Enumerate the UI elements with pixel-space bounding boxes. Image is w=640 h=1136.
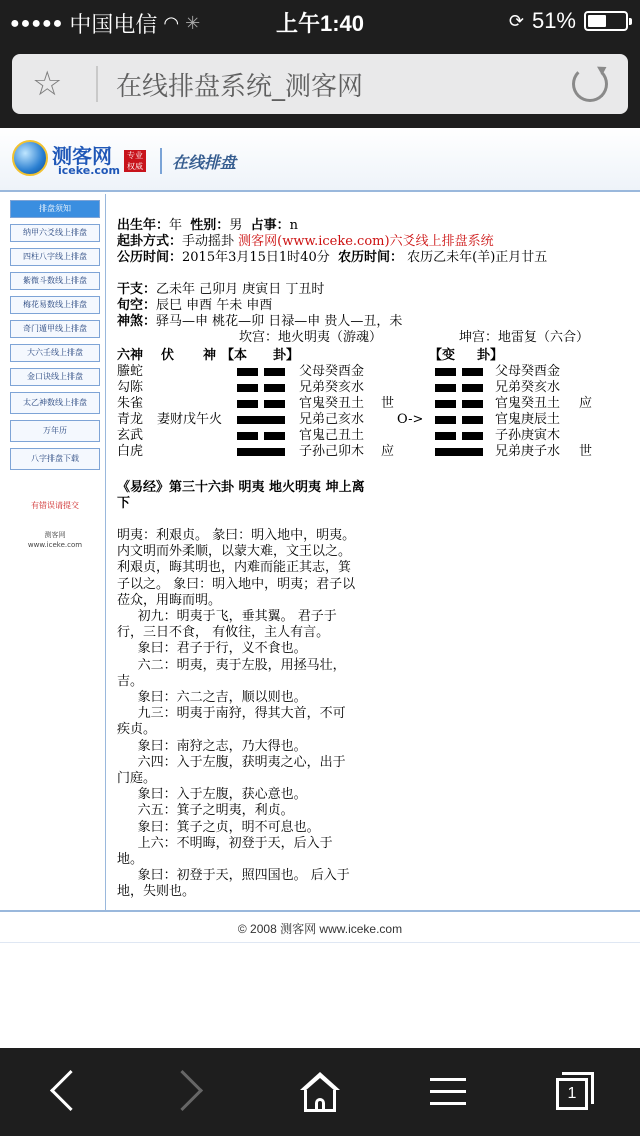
status-time: 上午1:40 — [275, 11, 365, 36]
xunkong-label: 旬空： — [117, 298, 157, 313]
sidebar-item-download[interactable]: 八字排盘下载 — [10, 448, 100, 470]
signal-strength-icon: ●●●●● — [10, 14, 64, 32]
web-page — [0, 128, 640, 1048]
line-ben-label: 子孙己卯木 — [299, 444, 365, 459]
birth-value: 年 — [169, 218, 183, 233]
method-row — [117, 234, 494, 250]
line-ben-label: 官鬼癸丑土 — [299, 396, 365, 411]
tab-count: 1 — [556, 1078, 588, 1110]
col-liushen: 六神 — [117, 348, 144, 363]
sidebar-item-bazi[interactable]: 四柱八字线上排盘 — [10, 248, 100, 266]
line-bian-label: 父母癸酉金 — [495, 364, 561, 379]
xunkong-value: 辰巳 申酉 午未 申酉 — [156, 298, 273, 313]
birth-row — [117, 218, 298, 234]
ben-yao-line — [237, 400, 285, 408]
xunkong-row — [117, 298, 272, 314]
method-value: 手动摇卦 — [182, 234, 235, 249]
line-god: 螣蛇 — [117, 364, 144, 379]
sidebar-item-meihua[interactable]: 梅花易数线上排盘 — [10, 296, 100, 314]
battery-percent: 51% — [531, 8, 576, 33]
line-ben-label: 兄弟己亥水 — [299, 412, 365, 427]
footer-divider — [0, 910, 640, 912]
page-title[interactable]: 在线排盘系统_测客网 — [116, 72, 364, 102]
ben-yao-line — [237, 368, 285, 376]
header-title: 在线排盘 — [172, 153, 237, 172]
sidebar-item-liuren[interactable]: 大六壬线上排盘 — [10, 344, 100, 362]
ganzhi-label: 干支： — [117, 282, 157, 297]
footer-divider-bottom — [0, 942, 640, 943]
line-bian-shi: 世 — [579, 444, 593, 459]
lunar-value: 农历乙未年(羊)正月廿五 — [407, 250, 548, 265]
ben-yao-line — [237, 416, 285, 424]
matter-value: n — [289, 218, 298, 233]
bian-yao-line — [435, 384, 483, 392]
bian-yao-line — [435, 368, 483, 376]
tabs-icon[interactable] — [552, 1070, 600, 1114]
url-divider — [96, 66, 98, 102]
status-right — [509, 8, 628, 34]
bian-yao-line — [435, 416, 483, 424]
ben-yao-line — [237, 448, 285, 456]
col-fu: 伏 — [161, 348, 175, 363]
back-arrow-icon[interactable] — [40, 1070, 88, 1114]
col-gua: 卦】 — [273, 348, 300, 363]
sidebar-item-taiyi[interactable]: 太乙神数线上排盘 — [10, 392, 100, 414]
yijing-text: 明夷：利艰贞。 彖曰：明入地中，明夷。 内文明而外柔顺，以蒙大难，文王以之。 利艰贞，晦其明也，内难而能正其志，箕子以之。 象曰：明入地中，明夷；君子以莅众，用晦而明。 初九：明夷于飞，垂其翼。 君子于行，三日不食， 有攸往，主人有言。 象曰：君子于行，义不食也。 六二：明夷，夷于左股，用拯马壮，吉。 象曰：六二之吉，顺以则也。 九三：明夷于南狩，得其大首，不可疾贞。 象曰：南狩之志，乃大得也。 六四：入于左腹，获明夷之心，出于门庭。 象曰：入于左腹，获心意也。 六五：箕子之明夷，利贞。 象曰：箕子之贞，明不可息也。 上六：不明晦，初登于天，后入于地。 象曰：初登于天，照四国也。 后入于地，失则也。 — [117, 528, 356, 900]
yijing-heading: 《易经》第三十六卦 明夷 地火明夷 坤上离下 — [117, 480, 365, 511]
line-god: 勾陈 — [117, 380, 144, 395]
shensha-value: 驿马—申 桃花—卯 日禄—申 贵人—丑，未 — [156, 314, 403, 329]
solar-label: 公历时间： — [117, 250, 183, 265]
line-god: 白虎 — [117, 444, 144, 459]
reload-icon[interactable] — [572, 66, 608, 102]
col-gua2: 卦】 — [477, 348, 504, 363]
gender-label: 性别： — [190, 218, 230, 233]
site-link[interactable]: 测客网(www.iceke.com) — [238, 234, 390, 249]
browser-toolbar — [0, 1048, 640, 1136]
sidebar — [6, 194, 106, 910]
line-bian-label: 兄弟庚子水 — [495, 444, 561, 459]
line-god: 玄武 — [117, 428, 144, 443]
browser-url-bar — [0, 40, 640, 128]
line-bian-shi: 应 — [579, 396, 593, 411]
shensha-row — [117, 314, 402, 330]
line-god: 朱雀 — [117, 396, 144, 411]
ganzhi-value: 乙未年 己卯月 庚寅日 丁丑时 — [156, 282, 325, 297]
sidebar-item-qimen[interactable]: 奇门遁甲线上排盘 — [10, 320, 100, 338]
line-bian-label: 兄弟癸亥水 — [495, 380, 561, 395]
battery-fill — [588, 15, 606, 27]
footer-copyright: © 2008 测客网 www.iceke.com — [237, 922, 403, 936]
time-row — [117, 250, 547, 266]
method-label: 起卦方式： — [117, 234, 183, 249]
gender-value: 男 — [229, 218, 243, 233]
wifi-icon: ◠ — [163, 13, 180, 33]
solar-value: 2015年3月15日1时40分 — [182, 250, 330, 265]
address-field[interactable] — [12, 54, 628, 114]
col-ben: 【本 — [221, 348, 248, 363]
logo-domain[interactable]: iceke.com — [58, 164, 120, 177]
status-bar — [0, 0, 640, 40]
lunar-label: 农历时间： — [338, 250, 404, 265]
birth-label: 出生年： — [117, 218, 170, 233]
line-ben-label: 父母癸酉金 — [299, 364, 365, 379]
line-ben-label: 兄弟癸亥水 — [299, 380, 365, 395]
matter-label: 占事： — [250, 218, 290, 233]
bian-yao-line — [435, 400, 483, 408]
sidebar-item-ziwei[interactable]: 紫微斗数线上排盘 — [10, 272, 100, 290]
sidebar-item-notice[interactable]: 排盘须知 — [10, 200, 100, 218]
line-fushen: 妻财戊午火 — [157, 412, 223, 427]
bookmark-star-icon[interactable]: ☆ — [32, 64, 63, 104]
col-shen: 神 — [203, 348, 217, 363]
sidebar-site-url: www.iceke.com — [27, 541, 83, 549]
bian-yao-line — [435, 432, 483, 440]
line-ben-shi: 世 — [381, 396, 395, 411]
header-divider — [160, 148, 162, 174]
line-ben-shi: 应 — [381, 444, 395, 459]
activity-spinner-icon: ✳ — [185, 13, 201, 33]
globe-logo-icon[interactable] — [12, 140, 48, 176]
line-moving-mark: O-> — [397, 412, 424, 427]
shensha-label: 神煞： — [117, 314, 157, 329]
line-bian-label: 官鬼庚辰土 — [495, 412, 561, 427]
home-icon[interactable] — [296, 1070, 344, 1114]
bian-yao-line — [435, 448, 483, 456]
ganzhi-row — [117, 282, 324, 298]
line-bian-label: 子孙庚寅木 — [495, 428, 561, 443]
seal-badge: 专业 权威 — [124, 150, 146, 172]
rotation-lock-icon: ⟳ — [508, 10, 524, 31]
sidebar-site-name: 测客网 — [44, 531, 66, 539]
site-suffix: 六爻线上排盘系统 — [389, 234, 494, 249]
forward-arrow-icon[interactable] — [164, 1070, 212, 1114]
ben-yao-line — [237, 432, 285, 440]
battery-icon — [584, 11, 628, 31]
sidebar-item-calendar[interactable]: 万年历 — [10, 420, 100, 442]
report-error-link[interactable]: 有错误请提交 — [31, 501, 79, 510]
sidebar-item-najia[interactable]: 纳甲六爻线上排盘 — [10, 224, 100, 242]
carrier-name: 中国电信 — [69, 12, 158, 37]
ben-yao-line — [237, 384, 285, 392]
line-god: 青龙 — [117, 412, 144, 427]
col-bian: 【变 — [429, 348, 456, 363]
changed-gua-title: 坤宫：地雷复（六合） — [459, 330, 590, 345]
line-ben-label: 官鬼己丑土 — [299, 428, 365, 443]
line-bian-label: 官鬼癸丑土 — [495, 396, 561, 411]
logo-text[interactable]: 测客网 — [52, 146, 112, 168]
base-gua-title: 坎宫：地火明夷（游魂） — [239, 330, 383, 345]
menu-icon[interactable] — [424, 1070, 472, 1114]
sidebar-item-jinkoujue[interactable]: 金口诀线上排盘 — [10, 368, 100, 386]
site-header — [0, 128, 640, 192]
